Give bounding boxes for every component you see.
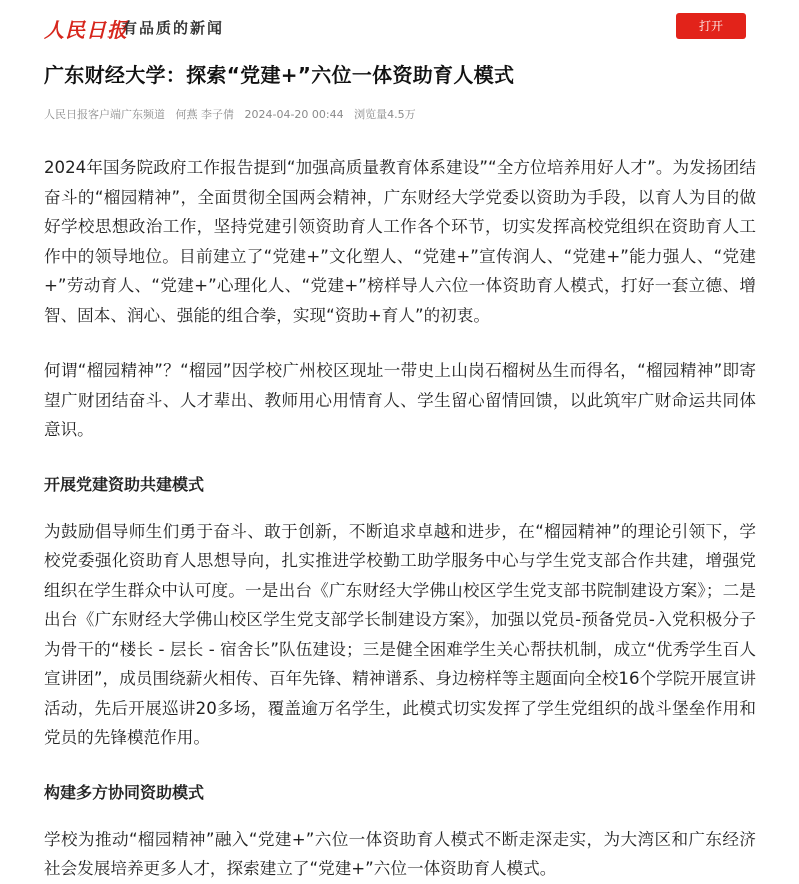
article-source[interactable]: 人民日报客户端广东频道 — [44, 108, 165, 121]
article-body — [44, 153, 756, 884]
section-heading: 开展党建资助共建模式 — [44, 474, 205, 494]
article-paragraph: 2024年国务院政府工作报告提到“加强高质量教育体系建设”“全方位培养用好人才”。为发扬团结奋斗的“榴园精神”，全面贯彻全国两会精神，广东财经大学党委以资助为手段，以育人为目的做好学校思想政治工作，坚持党建引领资助育人工作各个环节，切实发挥高校党组织在资助育人工作中的领导地位。目前建立了“党建+”文化塑人、“党建+”宣传润人、“党建+”能力强人、“党建+”劳动育人、“党建+”心理化人、“党建+”榜样导人六位一体资助育人模式，打好一套立德、增智、固本、润心、强能的组合拳，实现“资助+育人”的初衷。 — [44, 158, 756, 325]
section-heading: 构建多方协同资助模式 — [44, 782, 205, 802]
header-slogan: 有品质的新闻 — [122, 19, 225, 37]
article-views: 浏览量4.5万 — [354, 108, 416, 121]
article-paragraph: 何谓“榴园精神”？“榴园”因学校广州校区现址一带史上山岗石榴树丛生而得名，“榴园精神”即寄望广财团结奋斗、人才辈出、教师用心用情育人、学生留心留情回馈，以此筑牢广财命运共同体意识。 — [44, 361, 756, 439]
open-app-button[interactable]: 打开 — [676, 13, 746, 39]
people-daily-logo[interactable]: 人民日报 — [44, 18, 128, 42]
article-authors: 何燕 李子倩 — [175, 108, 234, 121]
article-datetime: 2024-04-20 00:44 — [244, 108, 344, 121]
article-title: 广东财经大学：探索“党建+”六位一体资助育人模式 — [44, 63, 515, 87]
top-bar — [0, 0, 799, 52]
article-paragraph: 为鼓励倡导师生们勇于奋斗、敢于创新，不断追求卓越和进步，在“榴园精神”的理论引领下，学校党委强化资助育人思想导向，扎实推进学校勤工助学服务中心与学生党支部合作共建，增强党组织在学生群众中认可度。一是出台《广东财经大学佛山校区学生党支部书院制建设方案》；二是出台《广东财经大学佛山校区学生党支部学长制建设方案》，加强以党员-预备党员-入党积极分子为骨干的“楼长 - 层长 - 宿舍长”队伍建设；三是健全困难学生关心帮扶机制，成立“优秀学生百人宣讲团”，成员围绕薪火相传、百年先锋、精神谱系、身边榜样等主题面向全校16个学院开展宣讲活动，先后开展巡讲20多场，覆盖逾万名学生，此模式切实发挥了学生党组织的战斗堡垒作用和党员的先锋模范作用。 — [44, 521, 756, 747]
article-meta — [44, 106, 423, 122]
article-paragraph: 学校为推动“榴园精神”融入“党建+”六位一体资助育人模式不断走深走实，为大湾区和广东经济社会发展培养更多人才，探索建立了“党建+”六位一体资助育人模式。 — [44, 829, 756, 878]
